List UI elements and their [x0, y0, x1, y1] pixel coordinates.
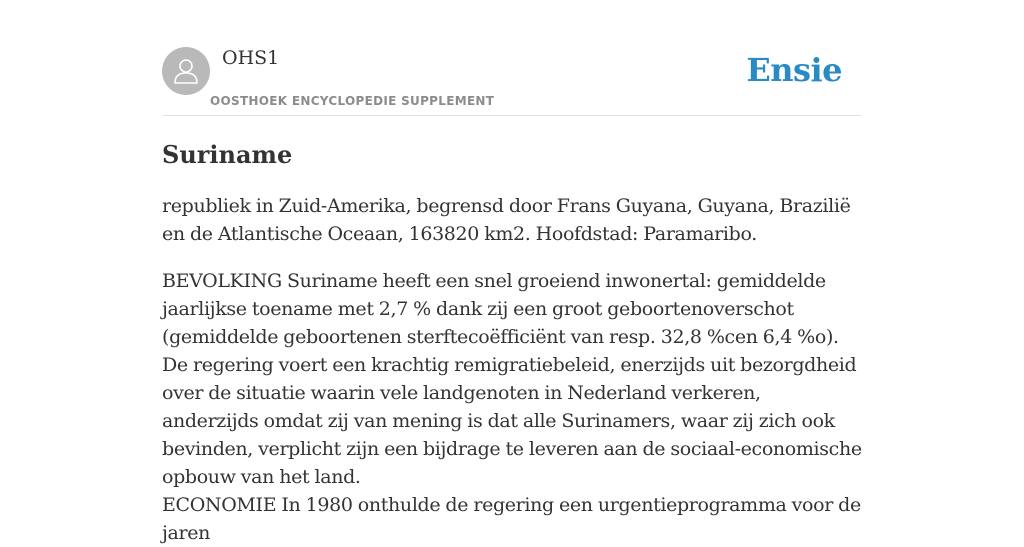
publisher-label[interactable]: OOSTHOEK ENCYCLOPEDIE SUPPLEMENT — [210, 94, 495, 108]
content-column — [162, 0, 862, 544]
author-name[interactable]: OHS1 — [222, 47, 280, 69]
article-paragraph-economie: ECONOMIE In 1980 onthulde de regering een urgentieprogramma voor de jaren — [162, 494, 861, 544]
user-icon — [171, 56, 201, 86]
article-header — [162, 0, 862, 116]
article-paragraph-bevolking: BEVOLKING Suriname heeft een snel groeiend inwonertal: gemiddelde jaarlijkse toename met 2,7 % dank zij een groot geboortenoverschot (gemiddelde geboortenen sterftecoëfficiënt van resp. 32,8 %cen 6,4 %o). De regering voert een krachtig remigratiebeleid, enerzijds uit bezorgdheid over de situatie waarin vele landgenoten in Nederland verkeren, anderzijds omdat zij van mening is dat alle Surinamers, waar zij zich ook bevinden, verplicht zijn een bijdrage te leveren aan de sociaal-economische opbouw van het land. — [162, 270, 862, 488]
avatar[interactable] — [162, 47, 210, 95]
article-paragraph-intro: republiek in Zuid-Amerika, begrensd door Frans Guyana, Guyana, Brazilië en de Atlantische Oceaan, 163820 km2. Hoofdstad: Paramaribo. — [162, 195, 851, 245]
brand-logo[interactable]: Ensie — [746, 51, 842, 89]
article-title: Suriname — [162, 140, 293, 169]
